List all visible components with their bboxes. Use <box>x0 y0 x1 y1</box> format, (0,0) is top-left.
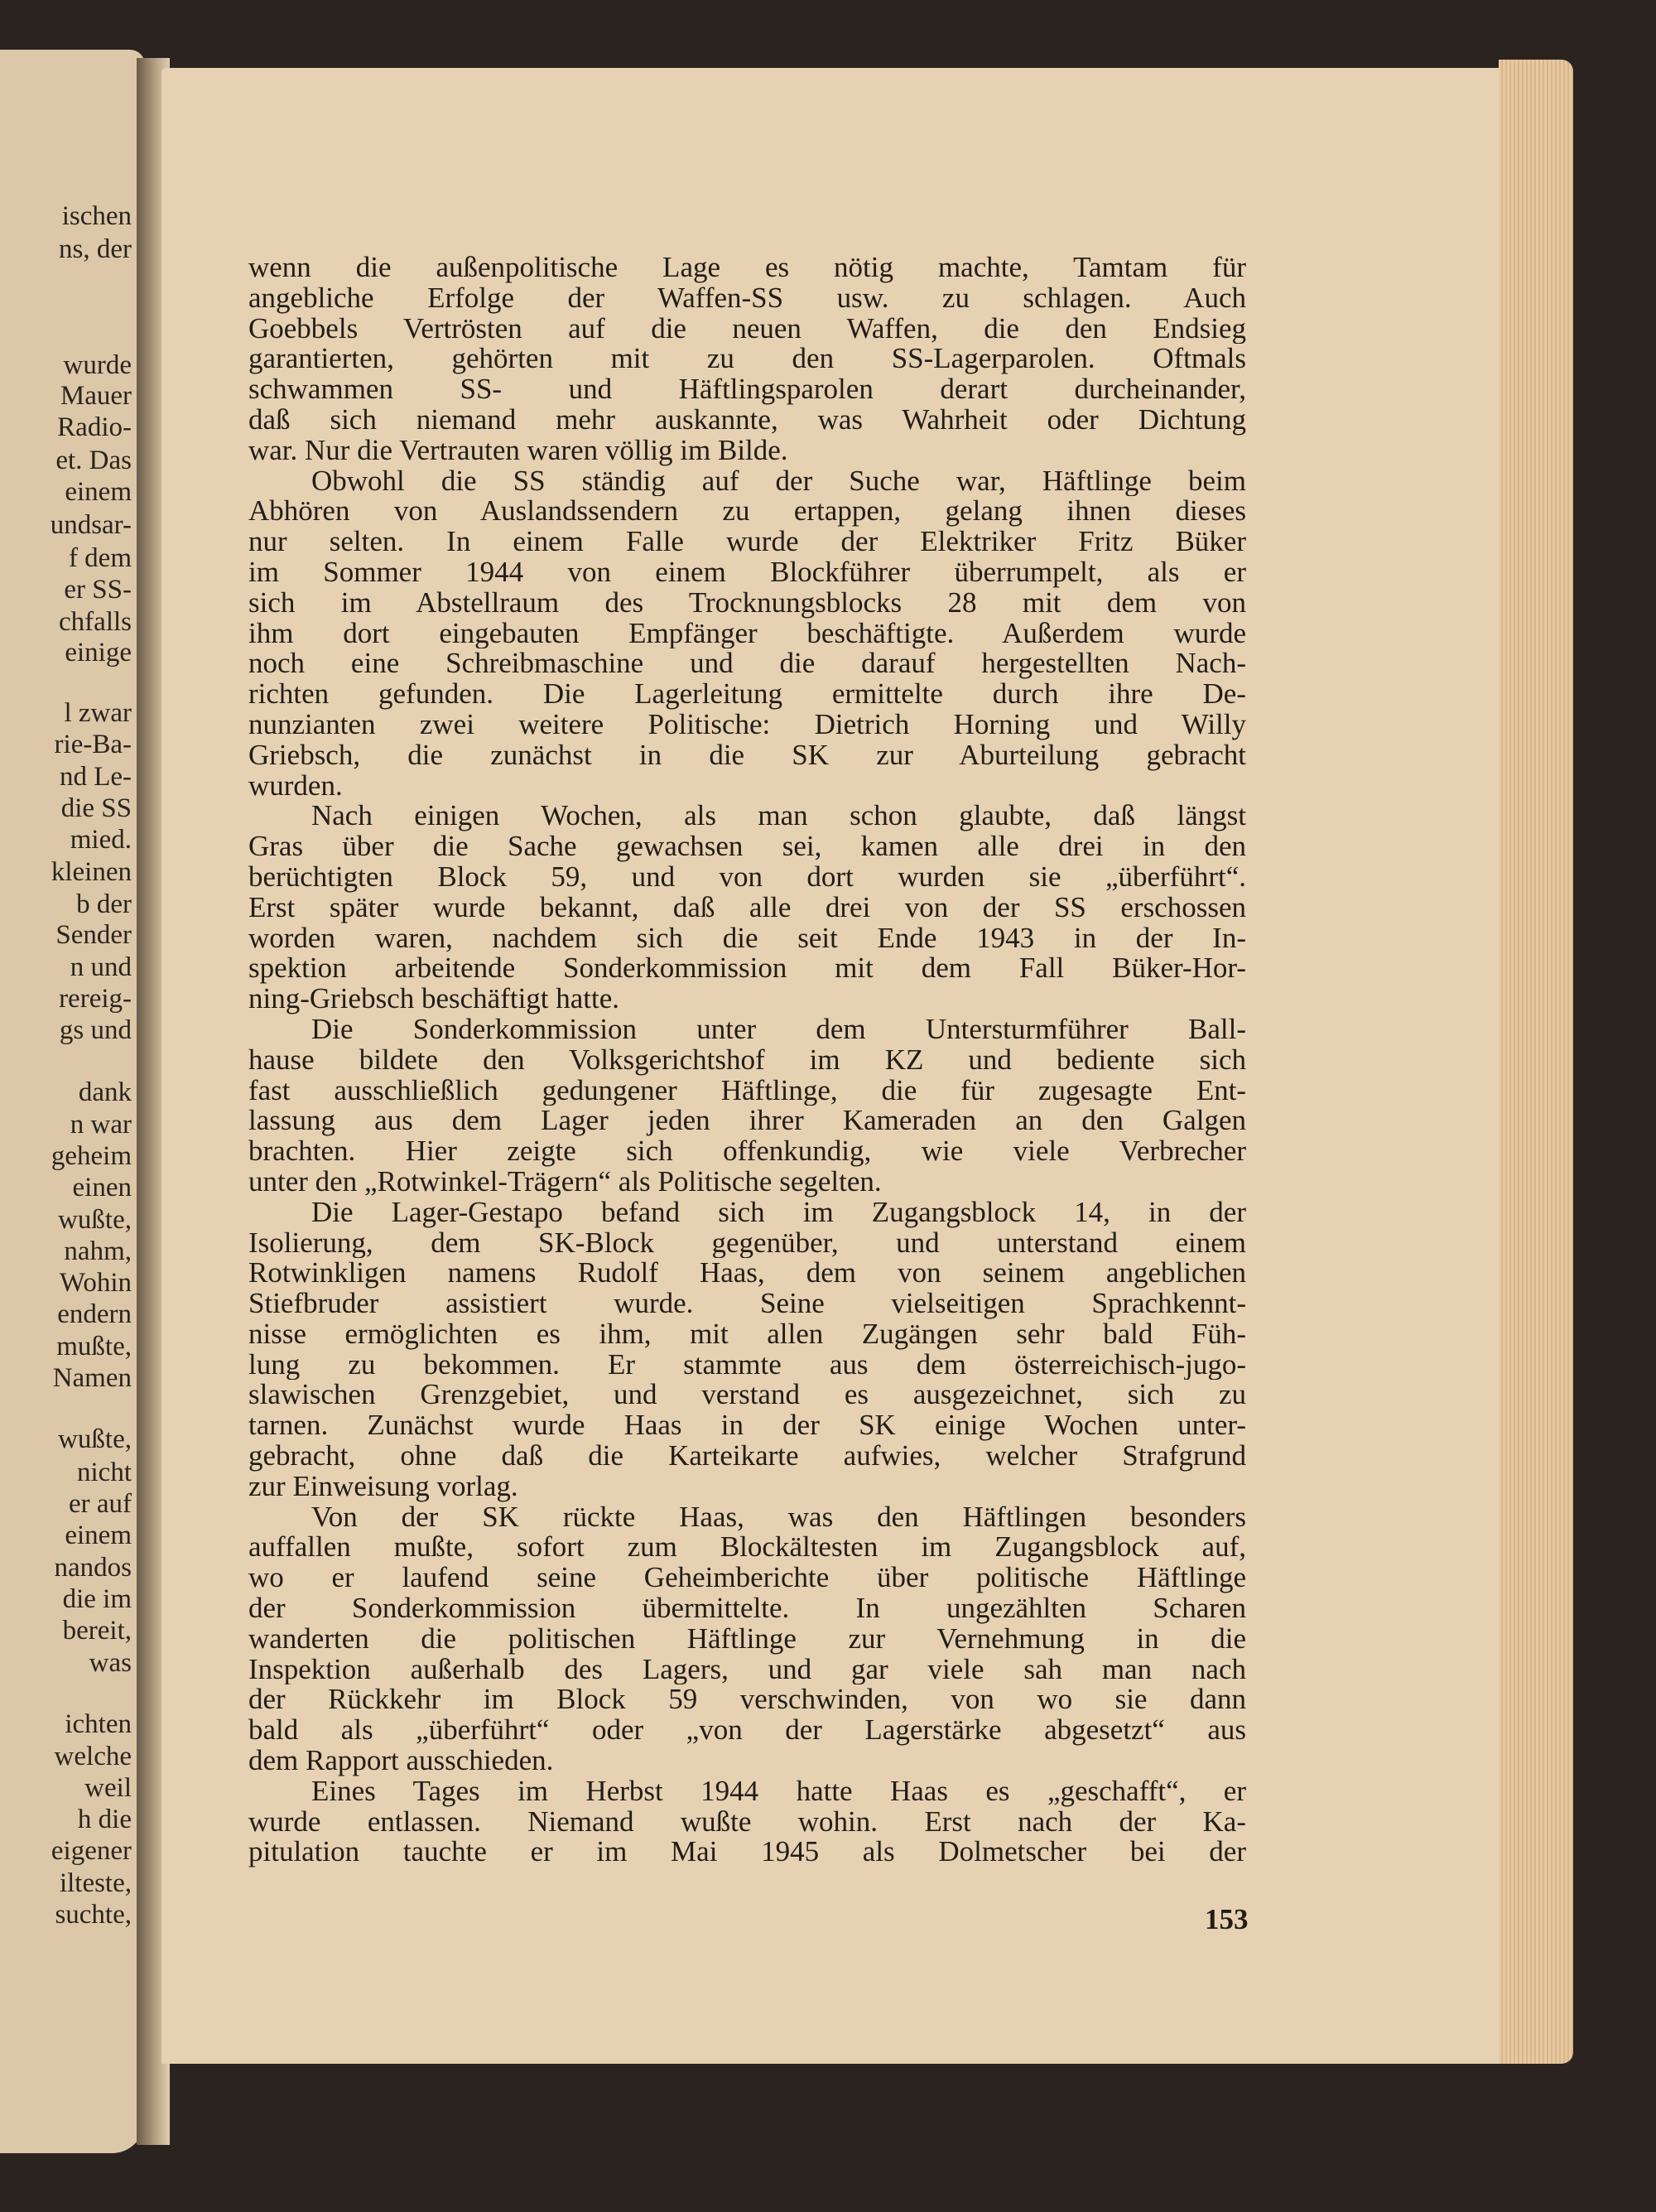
left-page-fragment: undsar- <box>50 510 132 540</box>
body-text <box>248 253 1246 1867</box>
text-line: garantierten, gehörten mit zu den SS-Lagerparolen. Oftmals <box>248 344 1246 375</box>
text-line: wanderten die politischen Häftlinge zur Vernehmung in die <box>248 1623 1246 1655</box>
text-line: wurden. <box>248 770 343 802</box>
text-line: dem Rapport ausschieden. <box>248 1746 554 1776</box>
text-line: Inspektion außerhalb des Lagers, und gar viele sah man nach <box>248 1654 1246 1685</box>
text-line: der Sonderkommission übermittelte. In ungezählten Scharen <box>248 1593 1246 1624</box>
text-line: fast ausschließlich gedungener Häftlinge, die für zugesagte Ent- <box>248 1075 1246 1106</box>
left-page-fragment: eigener <box>51 1836 132 1866</box>
left-page-fragment: b der <box>76 889 132 919</box>
left-page-fragment: ilteste, <box>59 1868 132 1898</box>
left-page-fragment: einige <box>65 638 132 667</box>
text-line: sich im Abstellraum des Trocknungsblocks 28 mit dem von <box>248 587 1246 619</box>
text-line: nunzianten zwei weitere Politische: Dietrich Horning und Willy <box>248 709 1246 740</box>
left-page-fragment: n und <box>70 952 132 982</box>
left-page-fragment: kleinen <box>51 857 132 887</box>
left-page-fragment: ichten <box>65 1709 132 1739</box>
left-page-fragment: nandos <box>54 1553 132 1583</box>
left-page-fragment: mußte, <box>56 1332 132 1361</box>
text-line: der Rückkehr im Block 59 verschwinden, von wo sie dann <box>248 1684 1246 1716</box>
text-line: Die Sonderkommission unter dem Untersturmführer Ball- <box>311 1014 1246 1045</box>
text-line: richten gefunden. Die Lagerleitung ermittelte durch ihre De- <box>248 679 1246 710</box>
left-page-fragment: nicht <box>77 1458 132 1487</box>
text-line: Stiefbruder assistiert wurde. Seine vielseitigen Sprachkennt- <box>248 1289 1246 1319</box>
left-page-fragment: ns, der <box>59 234 132 264</box>
left-page-fragment: er SS- <box>64 575 132 605</box>
text-line: Gras über die Sache gewachsen sei, kamen alle drei in den <box>248 831 1246 862</box>
left-page-fragment: mied. <box>70 825 132 855</box>
left-page-fragment: er auf <box>68 1489 132 1519</box>
text-line: ihm dort eingebauten Empfänger beschäftigte. Außerdem wurde <box>248 618 1246 649</box>
left-page-fragment: was <box>89 1648 132 1678</box>
left-page-fragment: chfalls <box>59 607 132 637</box>
left-page-fragment: n war <box>70 1110 132 1140</box>
text-line: nur selten. In einem Falle wurde der Elektriker Fritz Büker <box>248 527 1246 557</box>
left-page-fragment: h die <box>77 1805 132 1834</box>
left-page-fragment: einem <box>65 477 132 507</box>
text-line: schwammen SS- und Häftlingsparolen derart durcheinander, <box>248 374 1246 405</box>
text-line: wenn die außenpolitische Lage es nötig machte, Tamtam für <box>248 253 1246 283</box>
left-page-fragment: geheim <box>51 1141 132 1171</box>
left-page-fragment: rereig- <box>59 984 132 1014</box>
left-page-fragment: die SS <box>60 793 132 823</box>
left-page-fragment: Wohin <box>59 1268 132 1298</box>
text-line: pitulation tauchte er im Mai 1945 als Dolmetscher bei der <box>248 1837 1246 1868</box>
text-line: Isolierung, dem SK-Block gegenüber, und unterstand einem <box>248 1227 1246 1259</box>
text-line: worden waren, nachdem sich die seit Ende 1943 in der In- <box>248 923 1246 954</box>
left-page-fragment: rie-Ba- <box>54 730 132 759</box>
text-line: angebliche Erfolge der Waffen-SS usw. zu schlagen. Auch <box>248 282 1246 314</box>
left-page <box>0 50 145 2153</box>
text-line: Die Lager-Gestapo befand sich im Zugangsblock 14, in der <box>311 1197 1246 1228</box>
text-line: im Sommer 1944 von einem Blockführer überrumpelt, als er <box>248 557 1246 588</box>
text-line: ning-Griebsch beschäftigt hatte. <box>248 984 620 1014</box>
left-page-fragment: endern <box>57 1299 132 1329</box>
text-line: zur Einweisung vorlag. <box>248 1471 518 1502</box>
text-line: daß sich niemand mehr auskannte, was Wahrheit oder Dichtung <box>248 404 1246 436</box>
text-line: Eines Tages im Herbst 1944 hatte Haas es „geschafft“, er <box>311 1776 1246 1807</box>
left-page-fragment: wußte, <box>58 1205 132 1235</box>
text-line: tarnen. Zunächst wurde Haas in der SK einige Wochen unter- <box>248 1410 1246 1442</box>
text-line: spektion arbeitende Sonderkommission mit dem Fall Büker-Hor- <box>248 953 1246 985</box>
text-line: lung zu bekommen. Er stammte aus dem österreichisch-jugo- <box>248 1349 1246 1381</box>
left-page-fragment: Radio- <box>57 412 132 442</box>
text-line: slawischen Grenzgebiet, und verstand es ausgezeichnet, sich zu <box>248 1380 1246 1411</box>
left-page-fragment: suchte, <box>55 1900 132 1930</box>
left-page-fragment: wußte, <box>58 1424 132 1454</box>
text-line: brachten. Hier zeigte sich offenkundig, wie viele Verbrecher <box>248 1136 1246 1167</box>
text-line: unter den „Rotwinkel-Trägern“ als Politische segelten. <box>248 1166 882 1198</box>
page-number: 153 <box>1205 1903 1249 1935</box>
text-line: Goebbels Vertrösten auf die neuen Waffen, die den Endsieg <box>248 313 1246 345</box>
left-page-fragment: gs und <box>59 1015 132 1045</box>
left-page-fragment: weil <box>84 1773 132 1803</box>
page-edges <box>1499 60 1573 2064</box>
text-line: Griebsch, die zunächst in die SK zur Aburteilung gebracht <box>248 740 1246 771</box>
text-line: hause bildete den Volksgerichtshof im KZ und bediente sich <box>248 1044 1246 1076</box>
left-page-fragment: nahm, <box>64 1236 132 1266</box>
text-line: Von der SK rückte Haas, was den Häftlingen besonders <box>311 1501 1246 1533</box>
text-line: Erst später wurde bekannt, daß alle drei von der SS erschossen <box>248 892 1246 923</box>
left-page-fragment: Mauer <box>60 381 132 411</box>
text-line: noch eine Schreibmaschine und die darauf hergestellten Nach- <box>248 648 1246 680</box>
left-page-fragment: wurde <box>63 350 132 380</box>
left-page-fragment: welche <box>54 1742 132 1771</box>
text-line: lassung aus dem Lager jeden ihrer Kameraden an den Galgen <box>248 1106 1246 1137</box>
left-page-fragment: f dem <box>68 543 132 573</box>
text-line: wo er laufend seine Geheimberichte über politische Häftlinge <box>248 1563 1246 1594</box>
left-page-fragment: l zwar <box>64 698 132 728</box>
left-page-fragment: Namen <box>52 1363 132 1393</box>
text-line: Obwohl die SS ständig auf der Suche war, Häftlinge beim <box>311 465 1246 497</box>
left-page-fragment: bereit, <box>62 1616 132 1646</box>
text-line: gebracht, ohne daß die Karteikarte aufwies, welcher Strafgrund <box>248 1441 1246 1472</box>
left-page-fragment: Sender <box>55 920 132 950</box>
text-line: auffallen mußte, sofort zum Blockältesten im Zugangsblock auf, <box>248 1532 1246 1564</box>
left-page-fragment: nd Le- <box>59 762 132 792</box>
text-line: Abhören von Auslandssendern zu ertappen, gelang ihnen dieses <box>248 496 1246 528</box>
text-line: nisse ermöglichten es ihm, mit allen Zugängen sehr bald Füh- <box>248 1318 1246 1350</box>
text-line: berüchtigten Block 59, und von dort wurden sie „überführt“. <box>248 861 1246 893</box>
left-page-fragment: et. Das <box>55 446 132 475</box>
left-page-fragment: einem <box>65 1520 132 1550</box>
text-line: war. Nur die Vertrauten waren völlig im Bilde. <box>248 435 788 466</box>
left-page-fragment: dank <box>78 1077 132 1107</box>
text-line: wurde entlassen. Niemand wußte wohin. Erst nach der Ka- <box>248 1806 1246 1838</box>
left-page-fragment: einen <box>72 1173 132 1202</box>
text-line: Rotwinkligen namens Rudolf Haas, dem von seinem angeblichen <box>248 1258 1246 1289</box>
text-line: bald als „überführt“ oder „von der Lagerstärke abgesetzt“ aus <box>248 1715 1246 1747</box>
left-page-fragment: die im <box>62 1584 132 1614</box>
left-page-fragment: ischen <box>61 201 132 231</box>
text-line: Nach einigen Wochen, als man schon glaubte, daß längst <box>311 801 1246 832</box>
